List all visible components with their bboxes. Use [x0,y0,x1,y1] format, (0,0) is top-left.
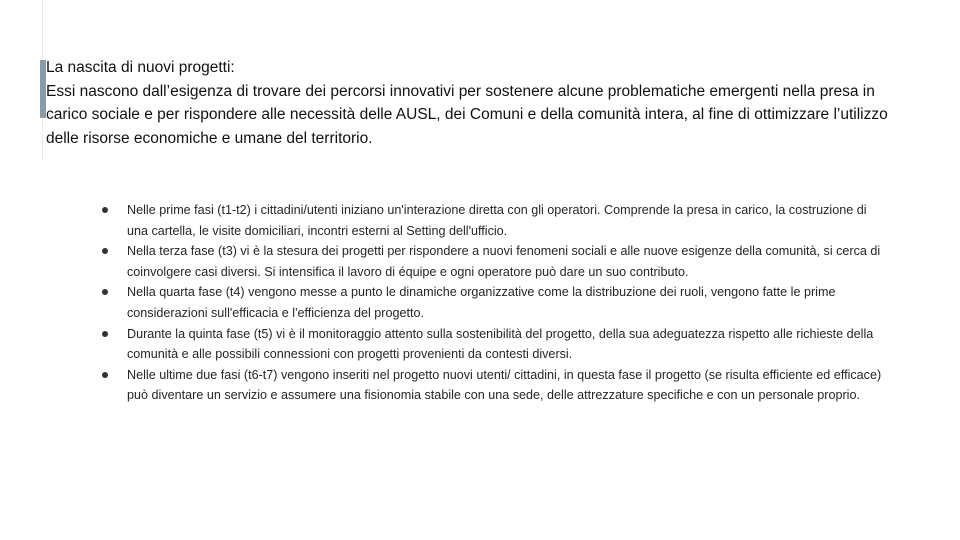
list-item [100,200,890,241]
list-item-text: Nelle ultime due fasi (t6-t7) vengono inseriti nel progetto nuovi utenti/ cittadini, in questa fase il progetto (se risulta efficiente ed efficace) può diventare un servizio e assumere una fisionomia stabile con una sede, delle attrezzature specifiche e con un personale proprio. [127,367,882,403]
list-item-text: Nella quarta fase (t4) vengono messe a punto le dinamiche organizzative come la distribuzione dei ruoli, vengono fatte le prime considerazioni sull'efficacia e l'efficienza del progetto. [127,285,836,320]
list-item [100,365,890,406]
list-item [100,282,890,323]
intro-heading: La nascita di nuovi progetti: [46,59,235,76]
list-item-text: Nella terza fase (t3) vi è la stesura dei progetti per rispondere a nuovi fenomeni sociali e alle nuove esigenze della comunità, si cerca di coinvolgere casi diversi. Si intensifica il lavoro di équipe e ogni operatore può dare un suo contributo. [127,244,881,279]
bullet-dot-icon [102,207,108,213]
intro-section [46,56,916,150]
list-item-text: Durante la quinta fase (t5) vi è il monitoraggio attento sulla sostenibilità del progetto, della sua adeguatezza rispetto alle richieste della comunità e alle possibili connessioni con progetti provenienti da contesti diversi. [127,326,874,362]
bullet-dot-icon [102,331,108,337]
intro-body: Essi nascono dall’esigenza di trovare dei percorsi innovativi per sostenere alcune problematiche emergenti nella presa in carico sociale e per rispondere alle necessità delle AUSL, dei Comuni e della comunità intera, al fine di ottimizzare l’utilizzo delle risorse economiche e umane del territorio. [46,82,888,147]
list-item [100,324,890,365]
bullet-dot-icon [102,248,108,254]
bullet-dot-icon [102,372,108,378]
list-item-text: Nelle prime fasi (t1-t2) i cittadini/utenti iniziano un'interazione diretta con gli operatori. Comprende la presa in carico, la costruzione di una cartella, le visite domiciliari, incontri esterni al Setting dell'ufficio. [127,203,867,238]
bullet-list [100,200,890,406]
bullet-dot-icon [102,289,108,295]
list-item [100,241,890,282]
